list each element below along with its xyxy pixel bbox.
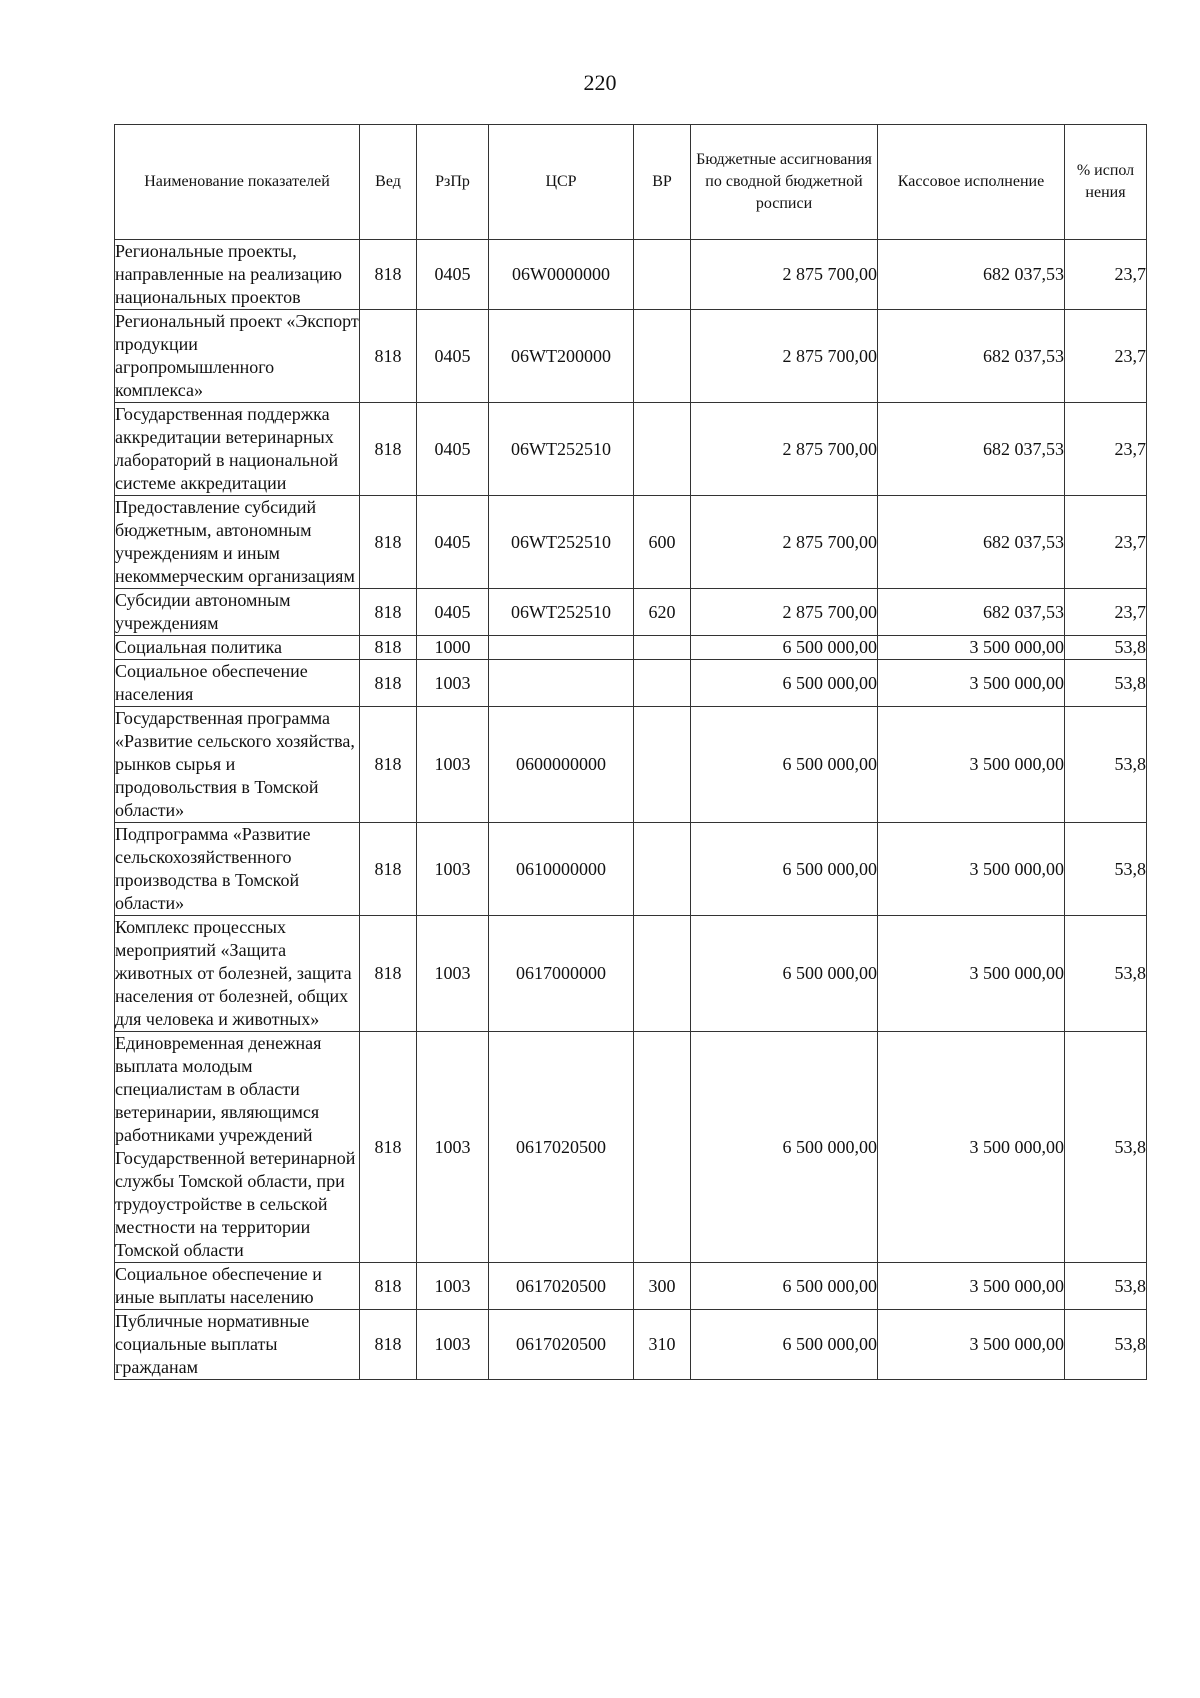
cell-percent: 23,7 xyxy=(1065,496,1147,589)
cell-ved: 818 xyxy=(360,240,417,310)
cell-percent: 53,8 xyxy=(1065,660,1147,707)
cell-budget: 2 875 700,00 xyxy=(691,310,878,403)
header-rzpr: РзПр xyxy=(417,125,489,240)
cell-vr: 300 xyxy=(634,1263,691,1310)
table-row xyxy=(115,823,1147,916)
cell-name: Региональные проекты, направленные на реализацию национальных проектов xyxy=(115,240,360,310)
cell-percent: 23,7 xyxy=(1065,240,1147,310)
cell-percent: 53,8 xyxy=(1065,707,1147,823)
cell-csr xyxy=(489,636,634,660)
cell-cash: 3 500 000,00 xyxy=(878,916,1065,1032)
cell-budget: 2 875 700,00 xyxy=(691,589,878,636)
cell-name: Публичные нормативные социальные выплаты гражданам xyxy=(115,1310,360,1380)
cell-csr: 0617000000 xyxy=(489,916,634,1032)
cell-budget: 2 875 700,00 xyxy=(691,240,878,310)
cell-ved: 818 xyxy=(360,496,417,589)
cell-percent: 23,7 xyxy=(1065,589,1147,636)
cell-name: Подпрограмма «Развитие сельскохозяйственного производства в Томской области» xyxy=(115,823,360,916)
header-percent: % испол нения xyxy=(1065,125,1147,240)
cell-rzpr: 1003 xyxy=(417,1032,489,1263)
table-row xyxy=(115,1263,1147,1310)
cell-csr: 0610000000 xyxy=(489,823,634,916)
cell-vr xyxy=(634,823,691,916)
cell-cash: 3 500 000,00 xyxy=(878,823,1065,916)
cell-cash: 682 037,53 xyxy=(878,496,1065,589)
cell-vr: 600 xyxy=(634,496,691,589)
cell-vr: 310 xyxy=(634,1310,691,1380)
cell-ved: 818 xyxy=(360,636,417,660)
header-cash: Кассовое исполнение xyxy=(878,125,1065,240)
cell-budget: 2 875 700,00 xyxy=(691,403,878,496)
cell-name: Социальное обеспечение и иные выплаты населению xyxy=(115,1263,360,1310)
table-body xyxy=(115,240,1147,1380)
cell-vr xyxy=(634,660,691,707)
cell-vr xyxy=(634,636,691,660)
cell-name: Субсидии автономным учреждениям xyxy=(115,589,360,636)
table-row xyxy=(115,1032,1147,1263)
cell-vr xyxy=(634,240,691,310)
header-budget: Бюджетные ассигнования по сводной бюджетной росписи xyxy=(691,125,878,240)
header-csr: ЦСР xyxy=(489,125,634,240)
cell-cash: 682 037,53 xyxy=(878,403,1065,496)
cell-csr xyxy=(489,660,634,707)
cell-vr xyxy=(634,707,691,823)
cell-vr xyxy=(634,310,691,403)
header-ved: Вед xyxy=(360,125,417,240)
cell-rzpr: 1003 xyxy=(417,916,489,1032)
cell-budget: 6 500 000,00 xyxy=(691,823,878,916)
cell-ved: 818 xyxy=(360,403,417,496)
cell-vr xyxy=(634,403,691,496)
table-row xyxy=(115,496,1147,589)
cell-name: Предоставление субсидий бюджетным, автономным учреждениям и иным некоммерческим организациям xyxy=(115,496,360,589)
cell-percent: 53,8 xyxy=(1065,1263,1147,1310)
cell-rzpr: 0405 xyxy=(417,589,489,636)
cell-percent: 53,8 xyxy=(1065,636,1147,660)
cell-csr: 0617020500 xyxy=(489,1032,634,1263)
cell-rzpr: 1003 xyxy=(417,660,489,707)
cell-percent: 53,8 xyxy=(1065,1310,1147,1380)
cell-rzpr: 0405 xyxy=(417,496,489,589)
cell-ved: 818 xyxy=(360,1032,417,1263)
cell-rzpr: 1003 xyxy=(417,1310,489,1380)
cell-name: Комплекс процессных мероприятий «Защита животных от болезней, защита населения от болезней, общих для человека и животных» xyxy=(115,916,360,1032)
table-row xyxy=(115,660,1147,707)
budget-table xyxy=(114,124,1147,1380)
cell-rzpr: 1003 xyxy=(417,1263,489,1310)
cell-cash: 682 037,53 xyxy=(878,240,1065,310)
cell-rzpr: 0405 xyxy=(417,240,489,310)
cell-percent: 23,7 xyxy=(1065,403,1147,496)
cell-csr: 06WT200000 xyxy=(489,310,634,403)
cell-csr: 06WT252510 xyxy=(489,496,634,589)
cell-rzpr: 1003 xyxy=(417,707,489,823)
cell-ved: 818 xyxy=(360,916,417,1032)
cell-cash: 3 500 000,00 xyxy=(878,1263,1065,1310)
cell-name: Государственная программа «Развитие сельского хозяйства, рынков сырья и продовольствия в Томской области» xyxy=(115,707,360,823)
cell-budget: 6 500 000,00 xyxy=(691,1263,878,1310)
cell-percent: 53,8 xyxy=(1065,823,1147,916)
cell-ved: 818 xyxy=(360,823,417,916)
cell-csr: 0617020500 xyxy=(489,1263,634,1310)
cell-ved: 818 xyxy=(360,589,417,636)
cell-csr: 0600000000 xyxy=(489,707,634,823)
cell-cash: 3 500 000,00 xyxy=(878,660,1065,707)
cell-rzpr: 0405 xyxy=(417,310,489,403)
cell-budget: 6 500 000,00 xyxy=(691,636,878,660)
cell-vr xyxy=(634,916,691,1032)
table-row xyxy=(115,916,1147,1032)
cell-csr: 0617020500 xyxy=(489,1310,634,1380)
cell-budget: 6 500 000,00 xyxy=(691,1310,878,1380)
cell-ved: 818 xyxy=(360,310,417,403)
cell-percent: 23,7 xyxy=(1065,310,1147,403)
table-row xyxy=(115,403,1147,496)
cell-name: Социальное обеспечение населения xyxy=(115,660,360,707)
cell-rzpr: 1000 xyxy=(417,636,489,660)
table-header xyxy=(115,125,1147,240)
cell-ved: 818 xyxy=(360,707,417,823)
cell-ved: 818 xyxy=(360,1263,417,1310)
cell-name: Государственная поддержка аккредитации ветеринарных лабораторий в национальной системе аккредитации xyxy=(115,403,360,496)
cell-budget: 6 500 000,00 xyxy=(691,707,878,823)
cell-budget: 6 500 000,00 xyxy=(691,660,878,707)
page-number: 220 xyxy=(583,70,617,95)
cell-percent: 53,8 xyxy=(1065,1032,1147,1263)
cell-name: Региональный проект «Экспорт продукции агропромышленного комплекса» xyxy=(115,310,360,403)
cell-cash: 3 500 000,00 xyxy=(878,707,1065,823)
cell-vr xyxy=(634,1032,691,1263)
cell-ved: 818 xyxy=(360,1310,417,1380)
cell-budget: 6 500 000,00 xyxy=(691,916,878,1032)
cell-vr: 620 xyxy=(634,589,691,636)
header-vr: ВР xyxy=(634,125,691,240)
cell-cash: 682 037,53 xyxy=(878,310,1065,403)
cell-ved: 818 xyxy=(360,660,417,707)
cell-budget: 6 500 000,00 xyxy=(691,1032,878,1263)
cell-name: Единовременная денежная выплата молодым специалистам в области ветеринарии, являющимся работниками учреждений Государственной ветеринарной службы Томской области, при трудоустройстве в сельской местности на территории Томской области xyxy=(115,1032,360,1263)
cell-rzpr: 1003 xyxy=(417,823,489,916)
cell-percent: 53,8 xyxy=(1065,916,1147,1032)
cell-csr: 06WT252510 xyxy=(489,589,634,636)
cell-cash: 3 500 000,00 xyxy=(878,1310,1065,1380)
cell-csr: 06W0000000 xyxy=(489,240,634,310)
table-row xyxy=(115,636,1147,660)
header-row xyxy=(115,125,1147,240)
cell-name: Социальная политика xyxy=(115,636,360,660)
cell-budget: 2 875 700,00 xyxy=(691,496,878,589)
cell-rzpr: 0405 xyxy=(417,403,489,496)
table-row xyxy=(115,240,1147,310)
cell-csr: 06WT252510 xyxy=(489,403,634,496)
cell-cash: 3 500 000,00 xyxy=(878,1032,1065,1263)
header-name: Наименование показателей xyxy=(115,125,360,240)
table-row xyxy=(115,1310,1147,1380)
cell-cash: 3 500 000,00 xyxy=(878,636,1065,660)
table-row xyxy=(115,310,1147,403)
table-row xyxy=(115,589,1147,636)
cell-cash: 682 037,53 xyxy=(878,589,1065,636)
table-row xyxy=(115,707,1147,823)
